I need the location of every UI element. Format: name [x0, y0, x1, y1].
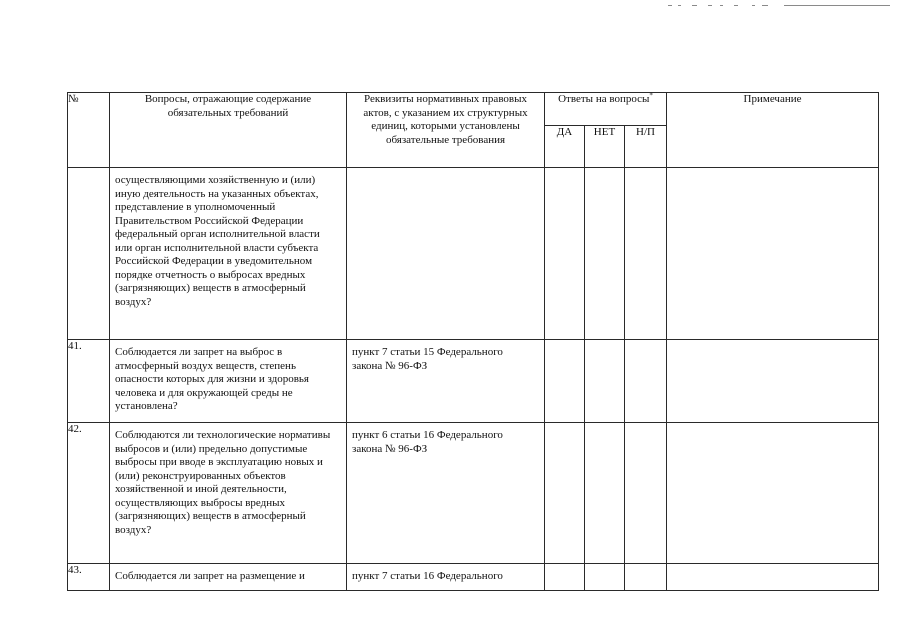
- row-number: 41.: [68, 340, 110, 423]
- row-number: [68, 168, 110, 340]
- row-question: Соблюдается ли запрет на размещение и: [115, 570, 305, 582]
- header-num: №: [68, 93, 110, 168]
- answer-na-cell[interactable]: [625, 564, 667, 591]
- note-cell[interactable]: [667, 340, 879, 423]
- row-requisites: пункт 6 статьи 16 Федерального закона № 96-ФЗ: [352, 429, 503, 455]
- note-cell[interactable]: [667, 168, 879, 340]
- header-no: НЕТ: [585, 126, 625, 168]
- row-question-cell: [110, 564, 347, 591]
- answer-na-cell[interactable]: [625, 168, 667, 340]
- answer-no-cell[interactable]: [585, 564, 625, 591]
- header-answers-label: Ответы на вопросы: [558, 93, 650, 105]
- header-requisites: Реквизиты нормативных правовых актов, с указанием их структурных единиц, которыми установлены обязательные требования: [347, 93, 545, 168]
- table-row: [68, 423, 879, 564]
- header-row: [68, 93, 879, 126]
- header-question: Вопросы, отражающие содержание обязательных требований: [110, 93, 347, 168]
- answer-no-cell[interactable]: [585, 340, 625, 423]
- header-yes: ДА: [545, 126, 585, 168]
- row-question-cell: [110, 423, 347, 564]
- row-requisites-cell: [347, 564, 545, 591]
- answer-na-cell[interactable]: [625, 340, 667, 423]
- answer-yes-cell[interactable]: [545, 168, 585, 340]
- note-cell[interactable]: [667, 423, 879, 564]
- header-answers: [545, 93, 667, 126]
- row-requisites: пункт 7 статьи 16 Федерального: [352, 570, 503, 582]
- answer-no-cell[interactable]: [585, 423, 625, 564]
- scan-artifact-marks: [668, 4, 890, 8]
- table-row: [68, 564, 879, 591]
- row-requisites-cell: [347, 423, 545, 564]
- header-note: Примечание: [667, 93, 879, 168]
- row-question-cell: [110, 340, 347, 423]
- row-number: 42.: [68, 423, 110, 564]
- header-answers-footnote-mark: *: [649, 91, 653, 100]
- row-question: Соблюдается ли запрет на выброс в атмосферный воздух веществ, степень опасности которых для жизни и здоровья человека и для окружающей среды не установлена?: [115, 346, 309, 412]
- row-requisites-cell: [347, 340, 545, 423]
- answer-yes-cell[interactable]: [545, 340, 585, 423]
- row-question: Соблюдаются ли технологические нормативы выбросов и (или) предельно допустимые выбросы при вводе в эксплуатацию новых и (или) реконструированных объектов хозяйственной и иной деятельности, осуществляющих выбросы вредных (загрязняющих) веществ в атмосферный воздух?: [115, 429, 331, 536]
- row-requisites: [347, 168, 544, 178]
- answer-no-cell[interactable]: [585, 168, 625, 340]
- answer-yes-cell[interactable]: [545, 423, 585, 564]
- row-number: 43.: [68, 564, 110, 591]
- header-na: Н/П: [625, 126, 667, 168]
- row-requisites-cell: [347, 168, 545, 340]
- answer-na-cell[interactable]: [625, 423, 667, 564]
- checklist-table: [67, 92, 879, 591]
- row-requisites: пункт 7 статьи 15 Федерального закона № 96-ФЗ: [352, 346, 503, 372]
- row-question: осуществляющими хозяйственную и (или) иную деятельность на указанных объектах, представление в уполномоченный Правительством Российской Федерации федеральный орган исполнительной власти или орган исполнительной власти субъекта Российской Федерации в уведомительном порядке отчетность о выбросах вредных (загрязняющих) веществ в атмосферный воздух?: [115, 174, 320, 308]
- table-row: [68, 168, 879, 340]
- row-question-cell: [110, 168, 347, 340]
- answer-yes-cell[interactable]: [545, 564, 585, 591]
- table-row: [68, 340, 879, 423]
- note-cell[interactable]: [667, 564, 879, 591]
